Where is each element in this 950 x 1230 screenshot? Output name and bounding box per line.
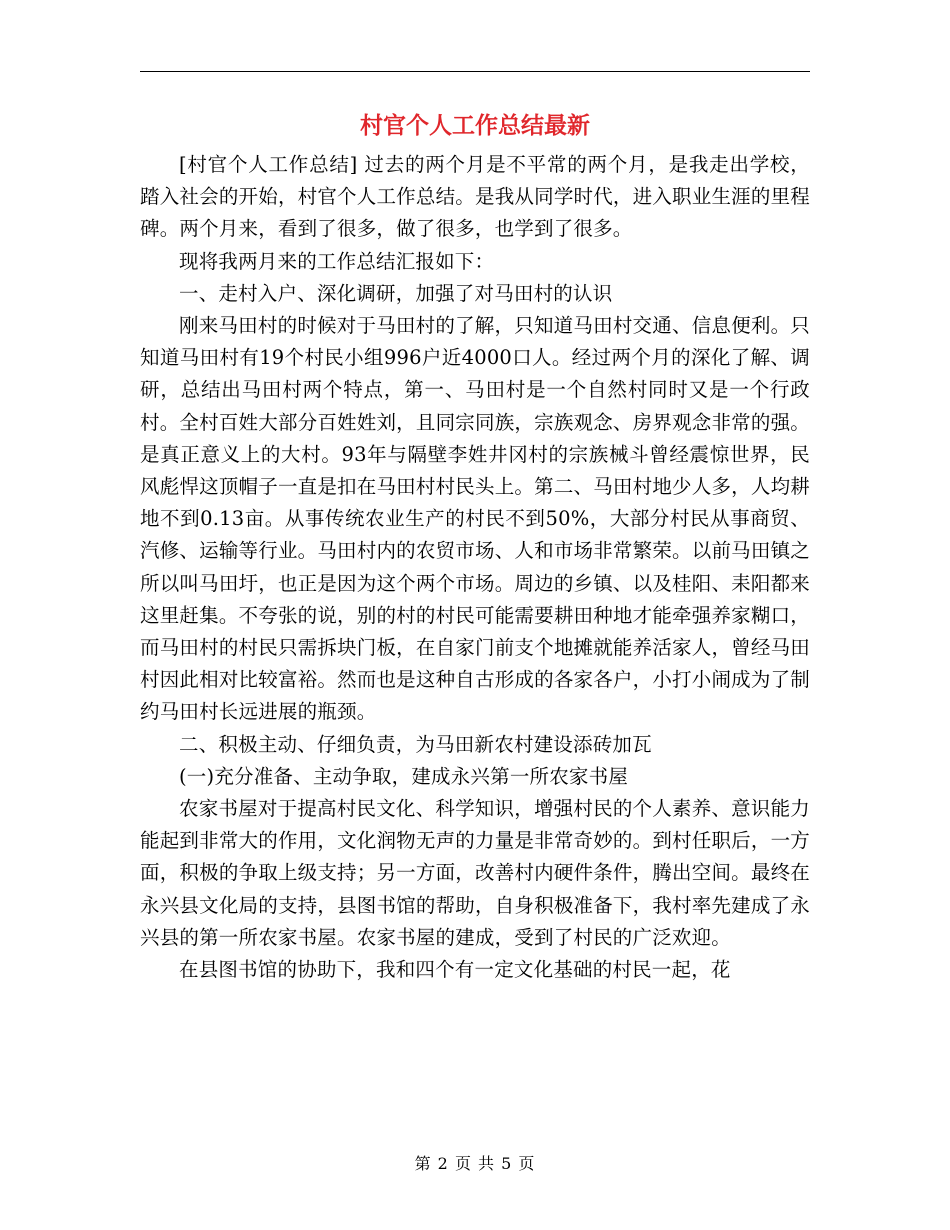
paragraph-continued: 在县图书馆的协助下，我和四个有一定文化基础的村民一起，花 [179,958,731,982]
paragraph-library: 农家书屋对于提高村民文化、科学知识，增强村民的个人素养、意识能力能起到非常大的作用，文化润物无声的力量是非常奇妙的。到村任职后，一方面，积极的争取上级支持；另一方面，改善村内硬件条件，腾出空间。最终在永兴县文化局的支持，县图书馆的帮助，自身积极准备下，我村率先建成了永兴县的第一所农家书屋。农家书屋的建成，受到了村民的广泛欢迎。 [140,797,810,949]
page-number: 第 2 页 共 5 页 [414,1154,536,1173]
section-heading-1: 一、走村入户、深化调研，加强了对马田村的认识 [179,281,613,305]
header-rule [140,71,810,72]
paragraph-report-lead: 现将我两月来的工作总结汇报如下： [179,249,495,273]
section-heading-2: 二、积极主动、仔细负责，为马田新农村建设添砖加瓦 [179,732,652,756]
paragraph-village-overview: 刚来马田村的时候对于马田村的了解，只知道马田村交通、信息便利。只知道马田村有19个村民小组996户近4000口人。经过两个月的深化了解、调研，总结出马田村两个特点，第一、马田村是一个自然村同时又是一个行政村。全村百姓大部分百姓姓刘，且同宗同族，宗族观念、房界观念非常的强。是真正意义上的大村。93年与隔壁李姓井冈村的宗族械斗曾经震惊世界，民风彪悍这顶帽子一直是扣在马田村村民头上。第二、马田村地少人多，人均耕地不到0.13亩。从事传统农业生产的村民不到50%，大部分村民从事商贸、汽修、运输等行业。马田村内的农贸市场、人和市场非常繁荣。以前马田镇之所以叫马田圩，也正是因为这个两个市场。周边的乡镇、以及桂阳、耒阳都来这里赶集。不夸张的说，别的村的村民可能需要耕田种地才能牵强养家糊口，而马田村的村民只需拆块门板，在自家门前支个地摊就能养活家人，曾经马田村因此相对比较富裕。然而也是这种自古形成的各家各户，小打小闹成为了制约马田村长远进展的瓶颈。 [140,314,810,724]
document-title: 村官个人工作总结最新 [360,112,590,139]
document-body [140,149,810,986]
subsection-heading-1: (一)充分准备、主动争取，建成永兴第一所农家书屋 [179,764,629,788]
paragraph-intro: [村官个人工作总结] 过去的两个月是不平常的两个月，是我走出学校，踏入社会的开始，村官个人工作总结。是我从同学时代，进入职业生涯的里程碑。两个月来，看到了很多，做了很多，也学到了很多。 [140,153,810,241]
